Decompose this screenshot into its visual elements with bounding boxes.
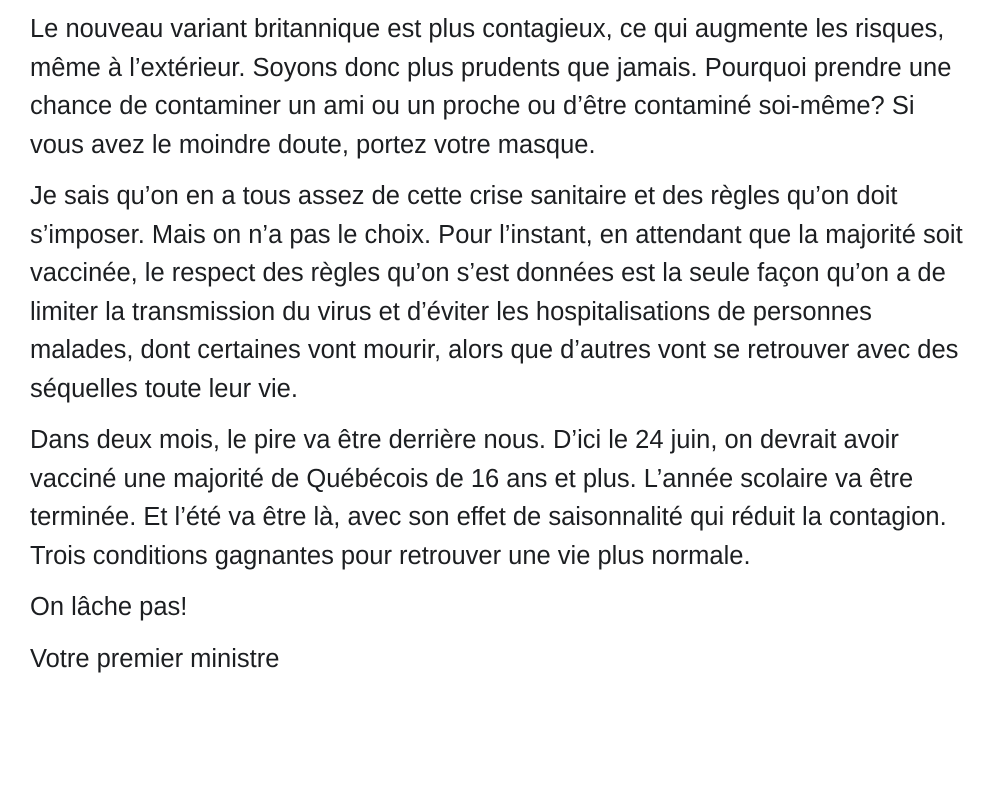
post-paragraph-2: Je sais qu’on en a tous assez de cette crise sanitaire et des règles qu’on doit s’imposer. Mais on n’a pas le choix. Pour l’instant, en attendant que la majorité soit vaccinée, le respect des règles qu’on s’est données est la seule façon qu’on a de limiter la transmission du virus et d’éviter les hospitalisations de personnes malades, dont certaines vont mourir, alors que d’autres vont se retrouver avec des séquelles toute leur vie. <box>30 182 963 403</box>
post-body <box>30 10 970 678</box>
post-paragraph-1: Le nouveau variant britannique est plus contagieux, ce qui augmente les risques, même à l’extérieur. Soyons donc plus prudents que jamais. Pourquoi prendre une chance de contaminer un ami ou un proche ou d’être contaminé soi-même? Si vous avez le moindre doute, portez votre masque. <box>30 15 952 159</box>
post-closing-line: On lâche pas! <box>30 593 188 621</box>
post-signature: Votre premier ministre <box>30 644 280 673</box>
post-paragraph-3: Dans deux mois, le pire va être derrière nous. D’ici le 24 juin, on devrait avoir vacciné une majorité de Québécois de 16 ans et plus. L’année scolaire va être terminée. Et l’été va être là, avec son effet de saisonnalité qui réduit la contagion. Trois conditions gagnantes pour retrouver une vie plus normale. <box>30 426 947 570</box>
